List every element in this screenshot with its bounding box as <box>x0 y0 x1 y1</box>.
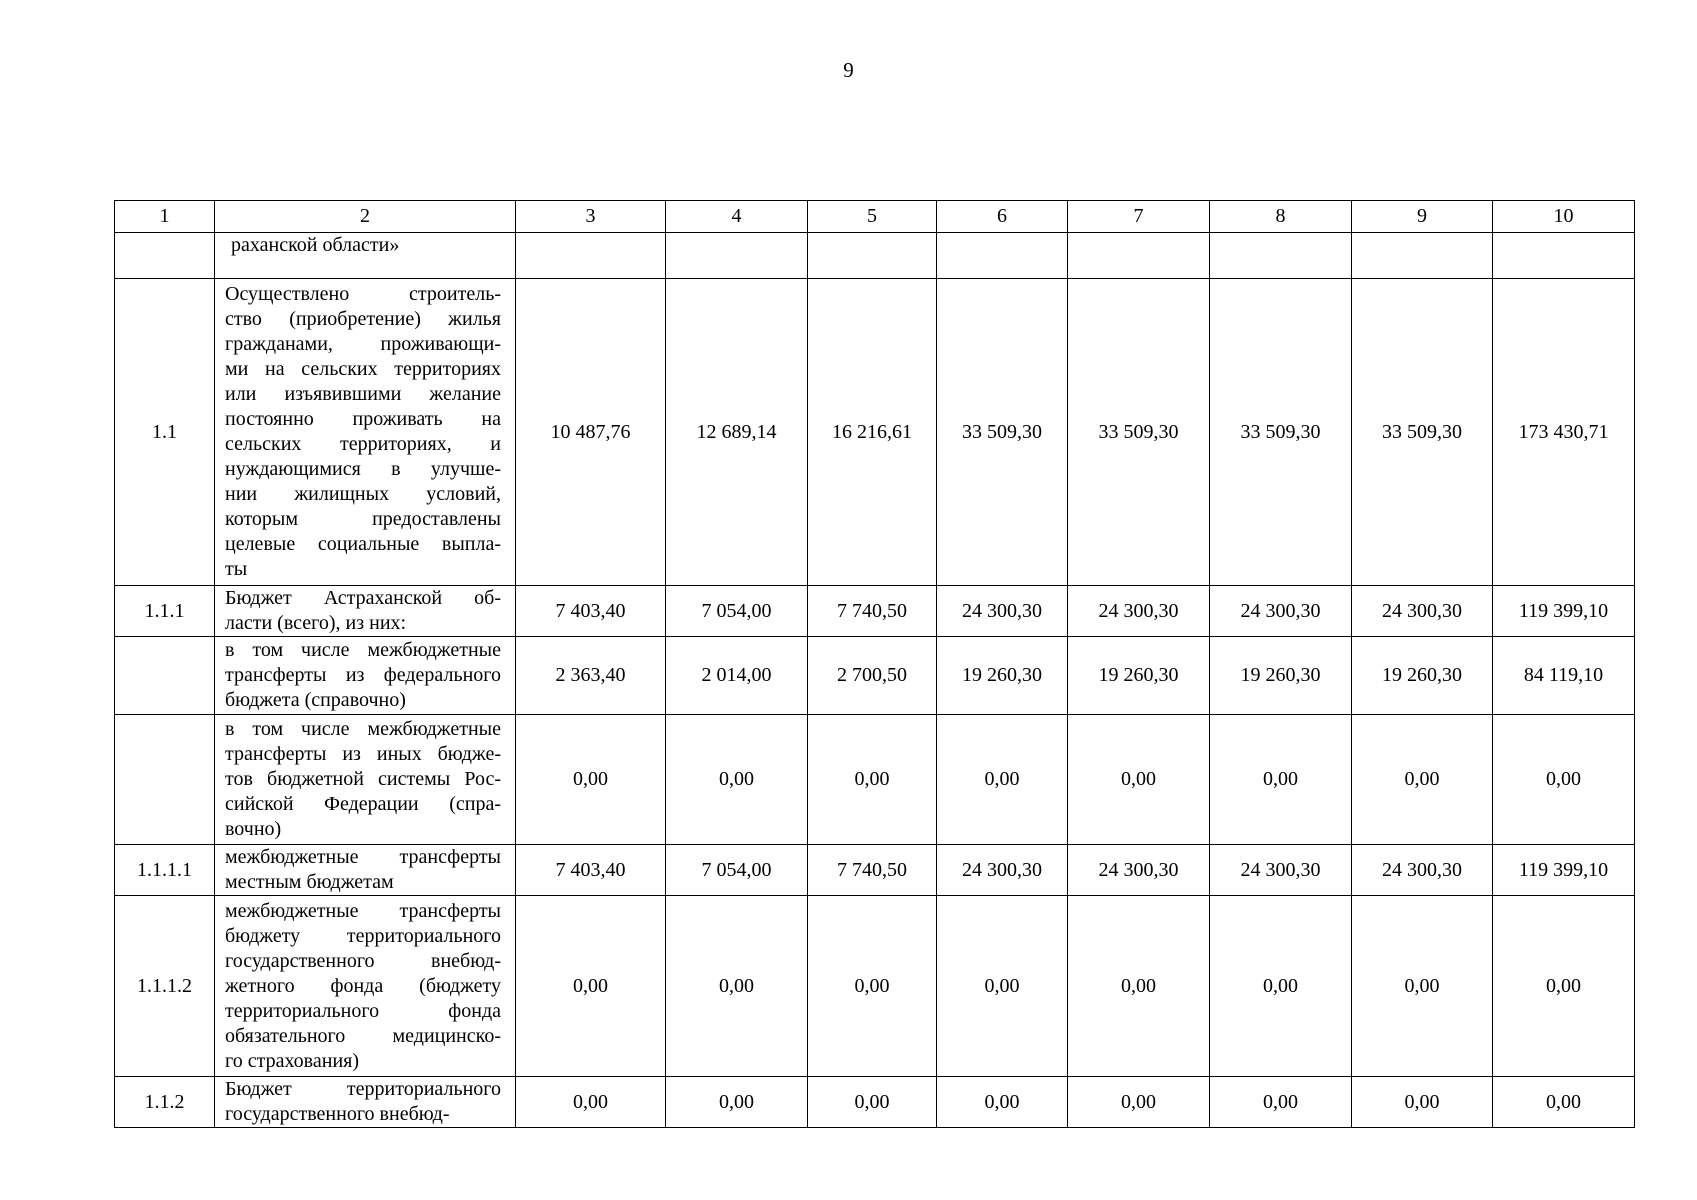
table-row <box>115 1077 1635 1128</box>
row-description-cell <box>215 233 516 279</box>
row-value-cell: 0,00 <box>937 896 1068 1077</box>
description-line: го страхования) <box>225 1049 360 1072</box>
row-value-cell: 7 403,40 <box>516 586 666 637</box>
row-value-cell: 12 689,14 <box>666 279 808 586</box>
row-value-cell: 24 300,30 <box>1068 586 1210 637</box>
row-value-cell: 0,00 <box>937 715 1068 845</box>
row-value-cell: 119 399,10 <box>1493 586 1635 637</box>
row-value-cell <box>1352 233 1493 279</box>
row-value-cell: 0,00 <box>1068 896 1210 1077</box>
description-line: которым предоставлены <box>225 508 501 530</box>
description-line: трансферты из иных бюдже- <box>225 743 501 765</box>
column-header: 3 <box>516 201 666 233</box>
row-code-cell <box>115 715 215 845</box>
row-code-cell: 1.1.2 <box>115 1077 215 1128</box>
column-header: 6 <box>937 201 1068 233</box>
row-value-cell: 19 260,30 <box>1210 637 1352 715</box>
row-value-cell: 7 054,00 <box>666 586 808 637</box>
row-code-cell: 1.1.1 <box>115 586 215 637</box>
description-line: раханской области» <box>231 234 400 256</box>
row-description-cell <box>215 637 516 715</box>
row-value-cell: 0,00 <box>1068 1077 1210 1128</box>
row-value-cell: 0,00 <box>1493 1077 1635 1128</box>
description-line: бюджету территориального <box>225 924 501 947</box>
row-value-cell: 0,00 <box>1210 1077 1352 1128</box>
row-value-cell: 19 260,30 <box>937 637 1068 715</box>
row-value-cell: 33 509,30 <box>1068 279 1210 586</box>
description-line: обязательного медицинско- <box>225 1024 501 1047</box>
row-value-cell: 0,00 <box>808 715 937 845</box>
table-row <box>115 896 1635 1077</box>
description-line: бюджета (справочно) <box>225 689 406 711</box>
row-value-cell <box>1493 233 1635 279</box>
description-line: сельских территориях, и <box>225 433 501 455</box>
row-value-cell: 0,00 <box>516 715 666 845</box>
description-line: ми на сельских территориях <box>225 358 501 380</box>
row-value-cell: 0,00 <box>1352 896 1493 1077</box>
budget-table <box>114 200 1635 1128</box>
row-value-cell: 0,00 <box>516 896 666 1077</box>
row-code-cell: 1.1.1.1 <box>115 845 215 896</box>
row-value-cell: 24 300,30 <box>1210 586 1352 637</box>
row-value-cell: 16 216,61 <box>808 279 937 586</box>
row-value-cell: 7 740,50 <box>808 586 937 637</box>
description-line: Осуществлено строитель- <box>225 283 501 305</box>
description-line: межбюджетные трансферты <box>225 846 501 868</box>
description-line: нии жилищных условий, <box>225 483 501 505</box>
row-value-cell: 0,00 <box>516 1077 666 1128</box>
description-line: Бюджет территориального <box>225 1078 501 1100</box>
row-value-cell: 7 403,40 <box>516 845 666 896</box>
description-line: местным бюджетам <box>225 871 394 893</box>
column-header: 8 <box>1210 201 1352 233</box>
description-line: сийской Федерации (спра- <box>225 793 501 815</box>
row-value-cell: 7 054,00 <box>666 845 808 896</box>
row-description-cell <box>215 279 516 586</box>
description-line: межбюджетные трансферты <box>225 899 501 922</box>
row-value-cell: 24 300,30 <box>1210 845 1352 896</box>
row-value-cell: 84 119,10 <box>1493 637 1635 715</box>
row-code-cell <box>115 637 215 715</box>
row-value-cell: 0,00 <box>666 896 808 1077</box>
table-row <box>115 233 1635 279</box>
table-row <box>115 637 1635 715</box>
row-value-cell: 0,00 <box>666 715 808 845</box>
row-value-cell: 33 509,30 <box>1352 279 1493 586</box>
row-code-cell: 1.1 <box>115 279 215 586</box>
table-row <box>115 845 1635 896</box>
row-value-cell: 24 300,30 <box>937 586 1068 637</box>
column-header: 9 <box>1352 201 1493 233</box>
description-line: Бюджет Астраханской об- <box>225 587 501 609</box>
description-line: ласти (всего), из них: <box>225 612 407 634</box>
row-value-cell: 0,00 <box>1068 715 1210 845</box>
row-value-cell: 0,00 <box>1210 896 1352 1077</box>
row-value-cell: 0,00 <box>666 1077 808 1128</box>
description-line: ство (приобретение) жилья <box>225 308 501 330</box>
row-value-cell: 19 260,30 <box>1068 637 1210 715</box>
row-value-cell: 0,00 <box>1352 1077 1493 1128</box>
row-code-cell <box>115 233 215 279</box>
column-header: 2 <box>215 201 516 233</box>
row-value-cell: 0,00 <box>937 1077 1068 1128</box>
table-header-row <box>115 201 1635 233</box>
row-value-cell: 0,00 <box>1210 715 1352 845</box>
row-value-cell: 2 014,00 <box>666 637 808 715</box>
row-description-cell <box>215 715 516 845</box>
row-value-cell: 0,00 <box>1493 715 1635 845</box>
row-description-cell <box>215 1077 516 1128</box>
row-value-cell: 0,00 <box>808 1077 937 1128</box>
column-header: 5 <box>808 201 937 233</box>
row-value-cell: 24 300,30 <box>1352 586 1493 637</box>
description-line: целевые социальные выпла- <box>225 533 501 555</box>
description-line: тов бюджетной системы Рос- <box>225 768 501 790</box>
description-line: государственного внебюд- <box>225 1103 450 1125</box>
row-value-cell: 2 363,40 <box>516 637 666 715</box>
table-row <box>115 279 1635 586</box>
row-value-cell: 10 487,76 <box>516 279 666 586</box>
row-value-cell <box>1210 233 1352 279</box>
description-line: в том числе межбюджетные <box>225 639 501 661</box>
row-value-cell <box>666 233 808 279</box>
description-line: ты <box>225 558 248 580</box>
description-line: жетного фонда (бюджету <box>225 974 501 997</box>
row-value-cell <box>808 233 937 279</box>
description-line: или изъявившими желание <box>225 383 501 405</box>
row-value-cell: 24 300,30 <box>937 845 1068 896</box>
row-value-cell <box>937 233 1068 279</box>
description-line: государственного внебюд- <box>225 949 501 972</box>
table-row <box>115 715 1635 845</box>
row-value-cell: 0,00 <box>1493 896 1635 1077</box>
row-value-cell: 173 430,71 <box>1493 279 1635 586</box>
row-value-cell: 7 740,50 <box>808 845 937 896</box>
table-row <box>115 586 1635 637</box>
description-line: постоянно проживать на <box>225 408 501 430</box>
row-value-cell: 24 300,30 <box>1068 845 1210 896</box>
row-value-cell: 2 700,50 <box>808 637 937 715</box>
row-value-cell: 0,00 <box>1352 715 1493 845</box>
row-value-cell: 0,00 <box>808 896 937 1077</box>
row-value-cell: 119 399,10 <box>1493 845 1635 896</box>
column-header: 1 <box>115 201 215 233</box>
column-header: 7 <box>1068 201 1210 233</box>
column-header: 4 <box>666 201 808 233</box>
row-code-cell: 1.1.1.2 <box>115 896 215 1077</box>
description-line: территориального фонда <box>225 999 501 1022</box>
description-line: в том числе межбюджетные <box>225 718 501 740</box>
description-line: вочно) <box>225 818 282 840</box>
row-description-cell <box>215 896 516 1077</box>
description-line: гражданами, проживающи- <box>225 333 501 355</box>
row-value-cell <box>1068 233 1210 279</box>
row-description-cell <box>215 845 516 896</box>
row-value-cell: 24 300,30 <box>1352 845 1493 896</box>
row-value-cell: 19 260,30 <box>1352 637 1493 715</box>
table-body <box>115 201 1635 1128</box>
page-number: 9 <box>843 58 854 82</box>
row-value-cell: 33 509,30 <box>937 279 1068 586</box>
row-value-cell <box>516 233 666 279</box>
description-line: трансферты из федерального <box>225 664 501 686</box>
row-description-cell <box>215 586 516 637</box>
row-value-cell: 33 509,30 <box>1210 279 1352 586</box>
description-line: нуждающимися в улучше- <box>225 458 501 480</box>
column-header: 10 <box>1493 201 1635 233</box>
